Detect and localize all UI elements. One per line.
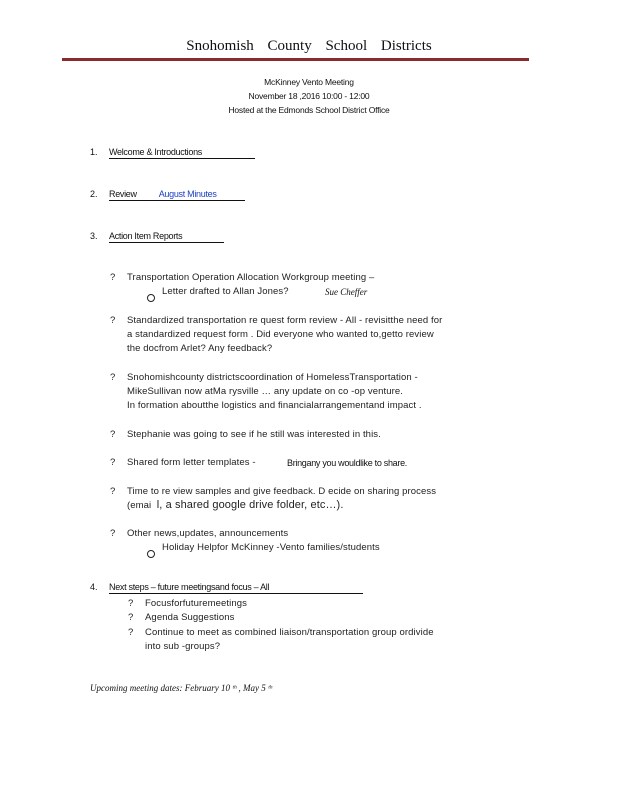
- item-review-samples-suffix: l, a shared google drive folder, etc…).: [156, 499, 344, 511]
- item-other-news: Other news,updates, announcements: [127, 528, 289, 539]
- circle-bullet-icon: [147, 294, 155, 302]
- august-minutes-link[interactable]: August Minutes: [158, 189, 217, 199]
- bullet-marker: ?: [128, 627, 134, 638]
- section-3-heading: Action Item Reports: [109, 231, 224, 243]
- item-snohomish-line-3: In formation aboutthe logistics and financialarrangementand impact .: [127, 400, 422, 411]
- section-1-heading: Welcome & Introductions: [109, 147, 255, 159]
- document-title: Snohomish County School Districts: [186, 38, 432, 54]
- meeting-name: McKinney Vento Meeting: [264, 77, 354, 87]
- bullet-marker: ?: [110, 372, 116, 383]
- item-review-samples-prefix: (emai: [127, 500, 152, 511]
- section-4-number: 4.: [90, 582, 98, 592]
- section-2-heading: [109, 189, 245, 201]
- item-stephanie: Stephanie was going to see if he still was interested in this.: [127, 429, 381, 440]
- bullet-marker: ?: [110, 457, 116, 468]
- item-snohomish-line-2: MikeSullivan now atMa rysville … any update on co -op venture.: [127, 386, 404, 397]
- item-review-samples-line-2: [127, 499, 343, 511]
- item-standardized-line-3: the docfrom Arlet? Any feedback?: [127, 343, 273, 354]
- next-step-item: Continue to meet as combined liaison/transportation group ordivide: [145, 627, 434, 638]
- item-standardized-line-2: a standardized request form . Did everyone who wanted to,getto review: [127, 329, 434, 340]
- item-letter-drafted: Letter drafted to Allan Jones?: [162, 286, 289, 297]
- bullet-marker: ?: [110, 315, 116, 326]
- meeting-datetime: November 18 ,2016 10:00 - 12:00: [248, 91, 370, 101]
- next-step-item: Agenda Suggestions: [145, 612, 235, 623]
- circle-bullet-icon: [147, 550, 155, 558]
- section-2-label: Review: [109, 189, 137, 199]
- title-divider: [62, 58, 529, 61]
- item-shared-templates-request: Bringany you wouldlike to share.: [287, 458, 407, 468]
- bullet-marker: ?: [110, 429, 116, 440]
- next-step-item: Focusforfuturemeetings: [145, 598, 247, 609]
- section-1-number: 1.: [90, 147, 98, 157]
- section-3-number: 3.: [90, 231, 98, 241]
- item-transportation-workgroup: Transportation Operation Allocation Workgroup meeting –: [127, 272, 375, 283]
- meeting-location: Hosted at the Edmonds School District Office: [228, 105, 390, 115]
- bullet-marker: ?: [110, 486, 116, 497]
- item-shared-templates: Shared form letter templates -: [127, 457, 256, 468]
- item-standardized-line-1: Standardized transportation re quest form review - All - revisitthe need for: [127, 315, 443, 326]
- item-letter-names: Sue Cheffer: [325, 287, 368, 297]
- bullet-marker: ?: [110, 528, 116, 539]
- upcoming-meeting-dates: Upcoming meeting dates: February 10 ᵗʰ , May 5 ᵗʰ: [90, 683, 273, 693]
- next-step-item-continued: into sub -groups?: [145, 641, 221, 652]
- item-review-samples-line-1: Time to re view samples and give feedback. D ecide on sharing process: [127, 486, 437, 497]
- bullet-marker: ?: [110, 272, 116, 283]
- bullet-marker: ?: [128, 598, 134, 609]
- section-2-number: 2.: [90, 189, 98, 199]
- bullet-marker: ?: [128, 612, 134, 623]
- item-holiday-help: Holiday Helpfor McKinney -Vento families/students: [162, 542, 380, 553]
- item-snohomish-line-1: Snohomishcounty districtscoordination of HomelessTransportation -: [127, 372, 418, 383]
- section-4-heading: Next steps – future meetingsand focus – All: [109, 582, 363, 594]
